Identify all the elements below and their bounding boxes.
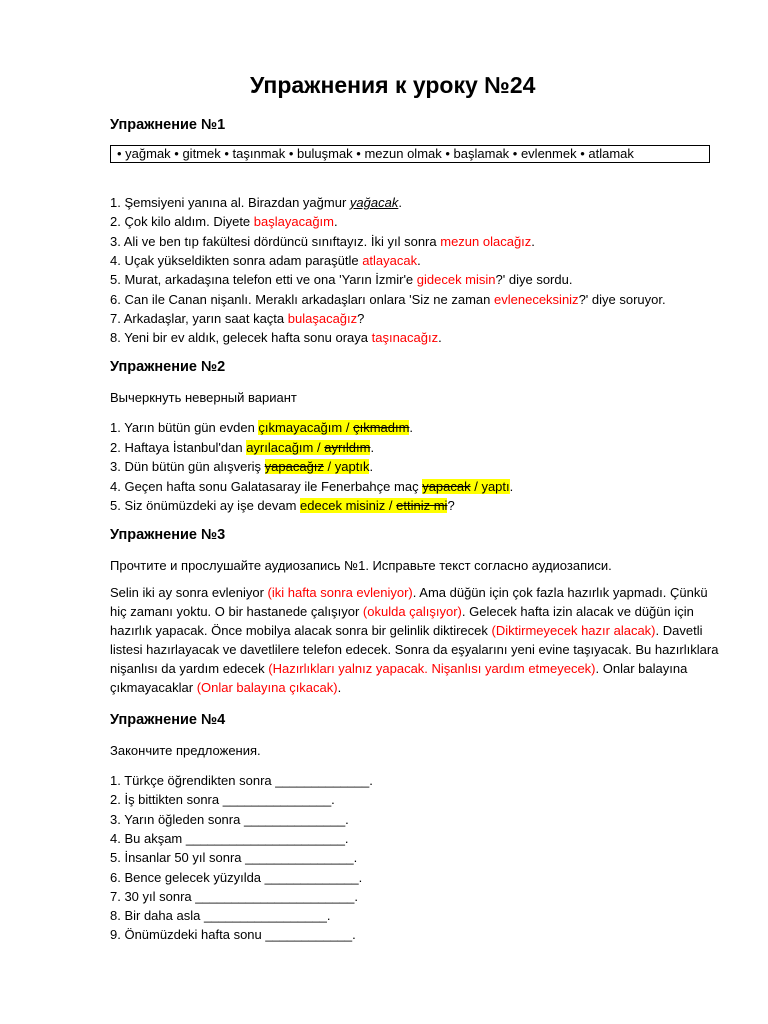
item-text: 2. Haftaya İstanbul'dan <box>110 439 247 455</box>
exercise-2-item <box>110 496 455 515</box>
exercise-4-item: 1. Türkçe öğrendikten sonra _____________. <box>110 773 373 788</box>
exercise-4-item: 9. Önümüzdeki hafta sonu ____________. <box>110 927 356 943</box>
option-separator: / <box>323 459 335 474</box>
option-b: çıkmadım <box>353 420 410 435</box>
page-title: Упражнения к уроку №24 <box>250 72 536 98</box>
highlighted-options <box>258 420 409 435</box>
exercise-3-instruction: Прочтите и прослушайте аудиозапись №1. Исправьте текст согласно аудиозаписи. <box>110 558 612 573</box>
item-text: 4. Geçen hafta sonu Galatasaray ile Fenerbahçe maç <box>110 478 423 494</box>
exercise-1-item <box>110 290 666 309</box>
item-text: . <box>398 195 402 210</box>
highlighted-options <box>422 479 509 494</box>
exercise-4-item: 8. Bir daha asla _________________. <box>110 908 331 924</box>
item-text: . <box>509 478 514 494</box>
exercise-1-item <box>110 251 421 270</box>
item-text: . <box>334 214 338 230</box>
exercise-4-item: 3. Yarın öğleden sonra ______________. <box>110 811 349 827</box>
exercise-4-heading: Упражнение №4 <box>110 712 226 728</box>
story-text: . Davetli listesi hazırlayacak ve davetlilere telefon edecek. Sonra da eşyalarını yeni evine taşıyacak. Bu hazırlıklara nişanlısı da yardım edecek <box>110 623 719 676</box>
exercise-4-item: 7. 30 yıl sonra ______________________. <box>110 888 358 904</box>
answer-text: evleneceksiniz <box>494 291 579 307</box>
story-text: . Onlar balayına çıkmayacaklar <box>110 661 688 695</box>
story-text: . Gelecek hafta izin alacak ve düğün için hazırlık yapacak. Önce mobilya alacak sonra bir gelinlik diktirecek <box>110 604 694 638</box>
exercise-2-item <box>110 418 413 437</box>
answer-text: başlayacağım <box>253 214 334 230</box>
exercise-3-text <box>110 583 725 697</box>
exercise-1-item <box>110 328 442 347</box>
exercise-4-item: 6. Bence gelecek yüzyılda _____________. <box>110 869 363 885</box>
exercise-2-item <box>110 457 373 476</box>
option-b: ettiniz mi <box>396 498 448 513</box>
correction-text: (iki hafta sonra evleniyor) <box>267 585 413 600</box>
option-b: yaptı <box>481 478 510 494</box>
exercise-4-item: 5. İnsanlar 50 yıl sonra _______________. <box>110 850 358 866</box>
item-text: 6. Can ile Canan nişanlı. Meraklı arkadaşları onlara 'Siz ne zaman <box>110 291 495 307</box>
item-text: ? <box>447 498 455 513</box>
exercise-1-item <box>110 193 402 212</box>
item-text: 3. Dün bütün gün alışveriş <box>110 459 265 474</box>
correction-text: (okulda çalışıyor) <box>362 604 462 619</box>
exercise-4-instruction: Закончите предложения. <box>110 743 261 758</box>
exercise-1-heading: Упражнение №1 <box>110 117 226 133</box>
item-text: 1. Yarın bütün gün evden <box>110 420 259 435</box>
item-text: 1. Şemsiyeni yanına al. Birazdan yağmur <box>110 195 350 210</box>
item-text: ?' diye sordu. <box>495 272 573 288</box>
option-separator: / <box>313 439 325 455</box>
item-text: ? <box>357 310 365 326</box>
answer-text: taşınacağız <box>371 330 439 346</box>
highlighted-options <box>300 498 447 513</box>
answer-text: atlayacak <box>362 252 418 268</box>
exercise-1-item <box>110 232 535 251</box>
correction-text: (Diktirmeyecek hazır alacak) <box>491 623 656 638</box>
item-text: . <box>369 459 374 474</box>
option-a: ayrılacağım <box>246 439 314 455</box>
option-b: yaptık <box>334 459 370 474</box>
item-text: 8. Yeni bir ev aldık, gelecek hafta sonu oraya <box>110 330 372 346</box>
correction-text: (Onlar balayına çıkacak) <box>196 680 338 695</box>
item-text: 2. Çok kilo aldım. Diyete <box>110 214 254 230</box>
item-text: 5. Siz önümüzdeki ay işe devam <box>110 498 301 513</box>
answer-text: mezun olacağız <box>440 233 532 249</box>
exercise-2-instruction: Вычеркнуть неверный вариант <box>110 390 297 405</box>
item-text: 5. Murat, arkadaşına telefon etti ve ona 'Yarın İzmir'e <box>110 272 417 288</box>
exercise-2-item <box>110 438 374 457</box>
exercise-2-item <box>110 477 513 496</box>
story-text: . <box>337 680 342 695</box>
exercise-2-heading: Упражнение №2 <box>110 359 226 375</box>
item-text: . <box>409 420 414 435</box>
answer-text: bulaşacağız <box>287 310 358 326</box>
item-text: 7. Arkadaşlar, yarın saat kaçta <box>110 310 288 326</box>
highlighted-options <box>265 459 370 474</box>
exercise-1-item <box>110 270 572 289</box>
item-text: . <box>531 233 535 249</box>
option-b: ayrıldım <box>324 439 371 455</box>
option-a: yapacak <box>422 478 471 494</box>
item-text: ?' diye soruyor. <box>578 291 666 307</box>
answer-text: gidecek misin <box>416 272 496 288</box>
example-answer: yağacak <box>349 195 399 210</box>
option-a: edecek misiniz <box>300 498 386 513</box>
story-text: Selin iki ay sonra evleniyor <box>110 585 268 600</box>
item-text: 3. Ali ve ben tıp fakültesi dördüncü sınıftayız. İki yıl sonra <box>110 233 441 249</box>
word-bank: • yağmak • gitmek • taşınmak • buluşmak • mezun olmak • başlamak • evlenmek • atlamak <box>110 145 710 163</box>
item-text: . <box>438 330 442 346</box>
exercise-1-item <box>110 309 364 328</box>
option-a: çıkmayacağım <box>258 420 343 435</box>
highlighted-options <box>246 440 370 455</box>
item-text: 4. Uçak yükseldikten sonra adam paraşütle <box>110 252 363 268</box>
option-separator: / <box>385 498 397 513</box>
option-separator: / <box>342 420 354 435</box>
item-text: . <box>370 439 375 455</box>
exercise-4-item: 4. Bu akşam ______________________. <box>110 830 349 846</box>
story-text: . Ama düğün için çok fazla hazırlık yapmadı. Çünkü hiç zamanı yoktu. O bir hastanede çalışıyor <box>110 585 708 619</box>
exercise-1-item <box>110 212 338 231</box>
option-separator: / <box>470 478 482 494</box>
exercise-3-heading: Упражнение №3 <box>110 527 226 543</box>
exercise-4-item: 2. İş bittikten sonra _______________. <box>110 792 335 808</box>
item-text: . <box>417 252 421 268</box>
correction-text: (Hazırlıkları yalnız yapacak. Nişanlısı yardım etmeyecek) <box>268 661 596 676</box>
option-a: yapacağız <box>264 459 324 474</box>
